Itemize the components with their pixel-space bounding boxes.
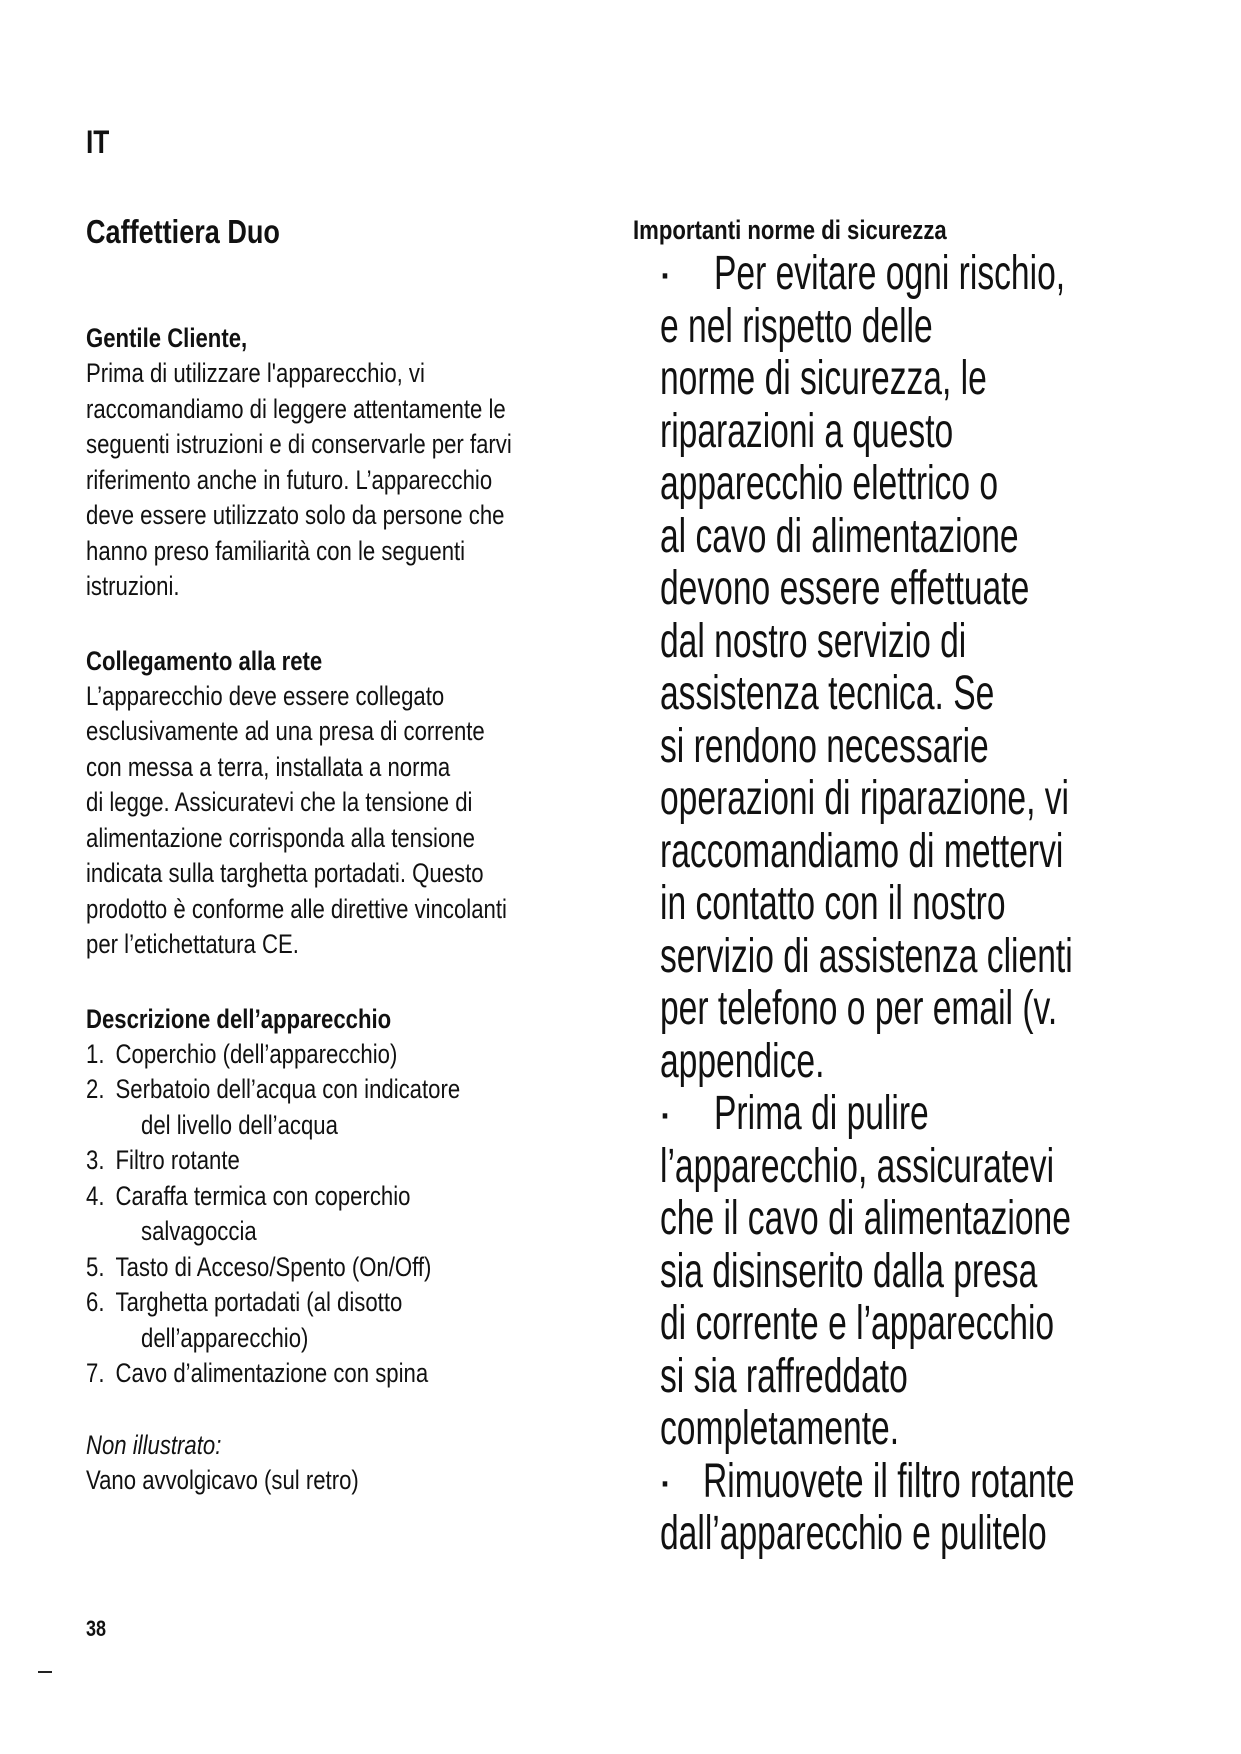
description-heading <box>86 1001 646 1037</box>
list-item-label: Targhetta portadati (al disotto <box>115 1287 403 1317</box>
paragraph-line <box>86 498 646 534</box>
paragraph-line <box>86 356 646 392</box>
paragraph-line <box>86 679 646 715</box>
document-title <box>86 212 646 252</box>
bullet-line <box>633 458 1213 511</box>
bullet-line-text: devono essere effettuate <box>660 562 1030 615</box>
list-item-text <box>86 1037 397 1073</box>
bullet-line-text: raccomandiamo di mettervi <box>660 824 1064 878</box>
bullet-line-text: si rendono necessarie <box>660 719 989 773</box>
list-item-continuation <box>86 1214 646 1250</box>
bullet-line-text: Prima di pulire <box>714 1087 929 1140</box>
bullet-line <box>633 511 1213 564</box>
safety-bullet-3 <box>633 1456 1213 1561</box>
not-illustrated-text <box>86 1463 646 1499</box>
bullet-dot: · <box>657 247 673 300</box>
list-item <box>86 1143 646 1179</box>
bullet-line <box>633 668 1213 721</box>
bullet-line-text: sia disinserito dalla presa <box>660 1244 1038 1298</box>
bullet-line <box>633 931 1213 984</box>
bullet-line <box>633 1036 1213 1089</box>
paragraph-line <box>86 892 646 928</box>
paragraph-line <box>86 785 646 821</box>
list-item-label: Tasto di Acceso/Spento (On/Off) <box>115 1251 432 1282</box>
list-item-number: 1. <box>86 1038 105 1069</box>
bullet-line-text: Per evitare ogni rischio, <box>714 247 1066 300</box>
bullet-line-text: l’apparecchio, assicuratevi <box>660 1139 1055 1193</box>
list-item-continuation <box>86 1321 646 1357</box>
list-item-label: Serbatoio dell’acqua con indicatore <box>115 1074 461 1104</box>
list-item-number: 7. <box>86 1358 105 1388</box>
bullet-line-text: si sia raffreddato <box>660 1349 908 1403</box>
list-item-continuation <box>86 1108 646 1144</box>
list-item <box>86 1250 646 1286</box>
paragraph-line <box>86 463 646 499</box>
paragraph-line-text: con messa a terra, installata a norma <box>86 751 451 782</box>
bullet-line <box>633 826 1213 879</box>
list-item <box>86 1179 646 1215</box>
bullet-line <box>633 1141 1213 1194</box>
bullet-line <box>633 616 1213 669</box>
bullet-line-text: in contatto con il nostro <box>660 877 1006 930</box>
crop-mark <box>38 1671 52 1673</box>
bullet-dot: · <box>657 1087 673 1140</box>
safety-heading <box>633 212 1213 248</box>
bullet-line <box>633 1246 1213 1299</box>
bullet-line <box>633 301 1213 354</box>
bullet-dot: · <box>657 1454 673 1508</box>
description-heading-text: Descrizione dell’apparecchio <box>86 1003 392 1034</box>
bullet-line <box>633 878 1213 931</box>
list-item-number: 6. <box>86 1287 105 1317</box>
list-item-label: Coperchio (dell’apparecchio) <box>115 1038 398 1069</box>
list-item-label: Cavo d’alimentazione con spina <box>115 1358 429 1388</box>
not-illustrated-value: Vano avvolgicavo (sul retro) <box>86 1465 359 1495</box>
not-illustrated-label-text: Non illustrato: <box>86 1429 222 1460</box>
bullet-first-line <box>633 1088 1213 1141</box>
bullet-line-text: per telefono o per email (v. <box>660 982 1058 1035</box>
list-item-label: Filtro rotante <box>115 1145 240 1175</box>
language-tag-text: IT <box>86 124 110 160</box>
list-item-number: 2. <box>86 1074 105 1104</box>
paragraph-line-text: istruzioni. <box>86 571 180 601</box>
paragraph-line <box>86 821 646 857</box>
bullet-line-text: riparazioni a questo <box>660 404 954 458</box>
paragraph-line <box>86 534 646 570</box>
greeting-heading-text: Gentile Cliente, <box>86 323 248 353</box>
bullet-line-text: Rimuovete il filtro rotante <box>703 1454 1075 1508</box>
paragraph-line-text: deve essere utilizzato solo da persone che <box>86 500 505 530</box>
paragraph-line <box>86 714 646 750</box>
paragraph-line-text: hanno preso familiarità con le seguenti <box>86 535 466 566</box>
greeting-paragraph <box>86 356 646 605</box>
list-item-text <box>86 1356 428 1392</box>
bullet-line-text: apparecchio elettrico o <box>660 457 999 510</box>
paragraph-line <box>86 392 646 428</box>
page-number-text: 38 <box>86 1616 107 1641</box>
page-number <box>86 1616 110 1642</box>
bullet-line <box>633 353 1213 406</box>
bullet-line-text: completamente. <box>660 1402 900 1455</box>
paragraph-line <box>86 927 646 963</box>
bullet-line <box>633 1193 1213 1246</box>
paragraph-line-text: per l’etichettatura CE. <box>86 929 299 959</box>
list-item-text <box>86 1179 410 1215</box>
left-column <box>86 212 646 1499</box>
paragraph-line <box>86 427 646 463</box>
connection-heading-text: Collegamento alla rete <box>86 645 323 676</box>
bullet-line-text: dal nostro servizio di <box>660 614 967 668</box>
bullet-line <box>633 1508 1213 1561</box>
list-item-number: 4. <box>86 1180 105 1211</box>
paragraph-line-text: raccomandiamo di leggere attentamente le <box>86 393 506 424</box>
bullet-line <box>633 563 1213 616</box>
paragraph-line-text: Prima di utilizzare l'apparecchio, vi <box>86 358 425 388</box>
paragraph-line-text: di legge. Assicuratevi che la tensione di <box>86 787 473 817</box>
list-item <box>86 1037 646 1073</box>
bullet-line <box>633 1298 1213 1351</box>
bullet-line-text: operazioni di riparazione, vi <box>660 772 1070 825</box>
bullet-line-text: e nel rispetto delle <box>660 299 933 353</box>
list-item-text <box>86 1285 402 1321</box>
list-item-label: Caraffa termica con coperchio <box>115 1180 411 1211</box>
parts-list <box>86 1037 646 1392</box>
bullet-line <box>633 983 1213 1036</box>
bullet-line-text: assistenza tecnica. Se <box>660 667 995 720</box>
list-item-number: 5. <box>86 1251 105 1282</box>
paragraph-line-text: L’apparecchio deve essere collegato <box>86 680 445 711</box>
paragraph-line-text: riferimento anche in futuro. L’apparecchio <box>86 464 493 495</box>
not-illustrated-label <box>86 1428 646 1464</box>
bullet-line-text: norme di sicurezza, le <box>660 352 987 405</box>
document-title-text: Caffettiera Duo <box>86 213 280 250</box>
bullet-line-text: servizio di assistenza clienti <box>660 929 1073 983</box>
bullet-line <box>633 721 1213 774</box>
bullet-line-text: di corrente e l’apparecchio <box>660 1297 1055 1350</box>
paragraph-line <box>86 569 646 605</box>
paragraph-line-text: indicata sulla targhetta portadati. Questo <box>86 858 484 888</box>
bullet-line <box>633 1351 1213 1404</box>
list-item-number: 3. <box>86 1145 105 1175</box>
paragraph-line-text: esclusivamente ad una presa di corrente <box>86 716 485 746</box>
language-tag <box>86 124 114 161</box>
list-item-continuation-text: del livello dell’acqua <box>141 1109 338 1140</box>
list-item-continuation-text: dell’apparecchio) <box>141 1322 309 1353</box>
safety-bullet-1 <box>633 248 1213 1088</box>
bullet-first-line <box>633 248 1213 301</box>
paragraph-line-text: seguenti istruzioni e di conservarle per farvi <box>86 429 512 459</box>
bullet-line <box>633 1403 1213 1456</box>
bullet-line <box>633 406 1213 459</box>
paragraph-line <box>86 750 646 786</box>
paragraph-line <box>86 856 646 892</box>
list-item-text <box>86 1143 240 1179</box>
list-item-text <box>86 1250 431 1286</box>
bullet-line-text: dall’apparecchio e pulitelo <box>660 1507 1047 1560</box>
bullet-line-text: che il cavo di alimentazione <box>660 1192 1071 1245</box>
list-item-text <box>86 1072 460 1108</box>
list-item <box>86 1072 646 1108</box>
connection-heading <box>86 643 646 679</box>
greeting-heading <box>86 320 646 356</box>
bullet-line-text: al cavo di alimentazione <box>660 509 1019 563</box>
bullet-line <box>633 773 1213 826</box>
safety-heading-text: Importanti norme di sicurezza <box>633 215 947 245</box>
right-column <box>633 212 1213 1561</box>
paragraph-line-text: alimentazione corrisponda alla tensione <box>86 822 475 853</box>
bullet-line-text: appendice. <box>660 1034 825 1088</box>
list-item <box>86 1356 646 1392</box>
bullet-first-line <box>633 1456 1213 1509</box>
list-item-continuation-text: salvagoccia <box>141 1216 257 1246</box>
safety-bullet-2 <box>633 1088 1213 1456</box>
list-item <box>86 1285 646 1321</box>
connection-paragraph <box>86 679 646 963</box>
paragraph-line-text: prodotto è conforme alle direttive vincolanti <box>86 893 507 924</box>
